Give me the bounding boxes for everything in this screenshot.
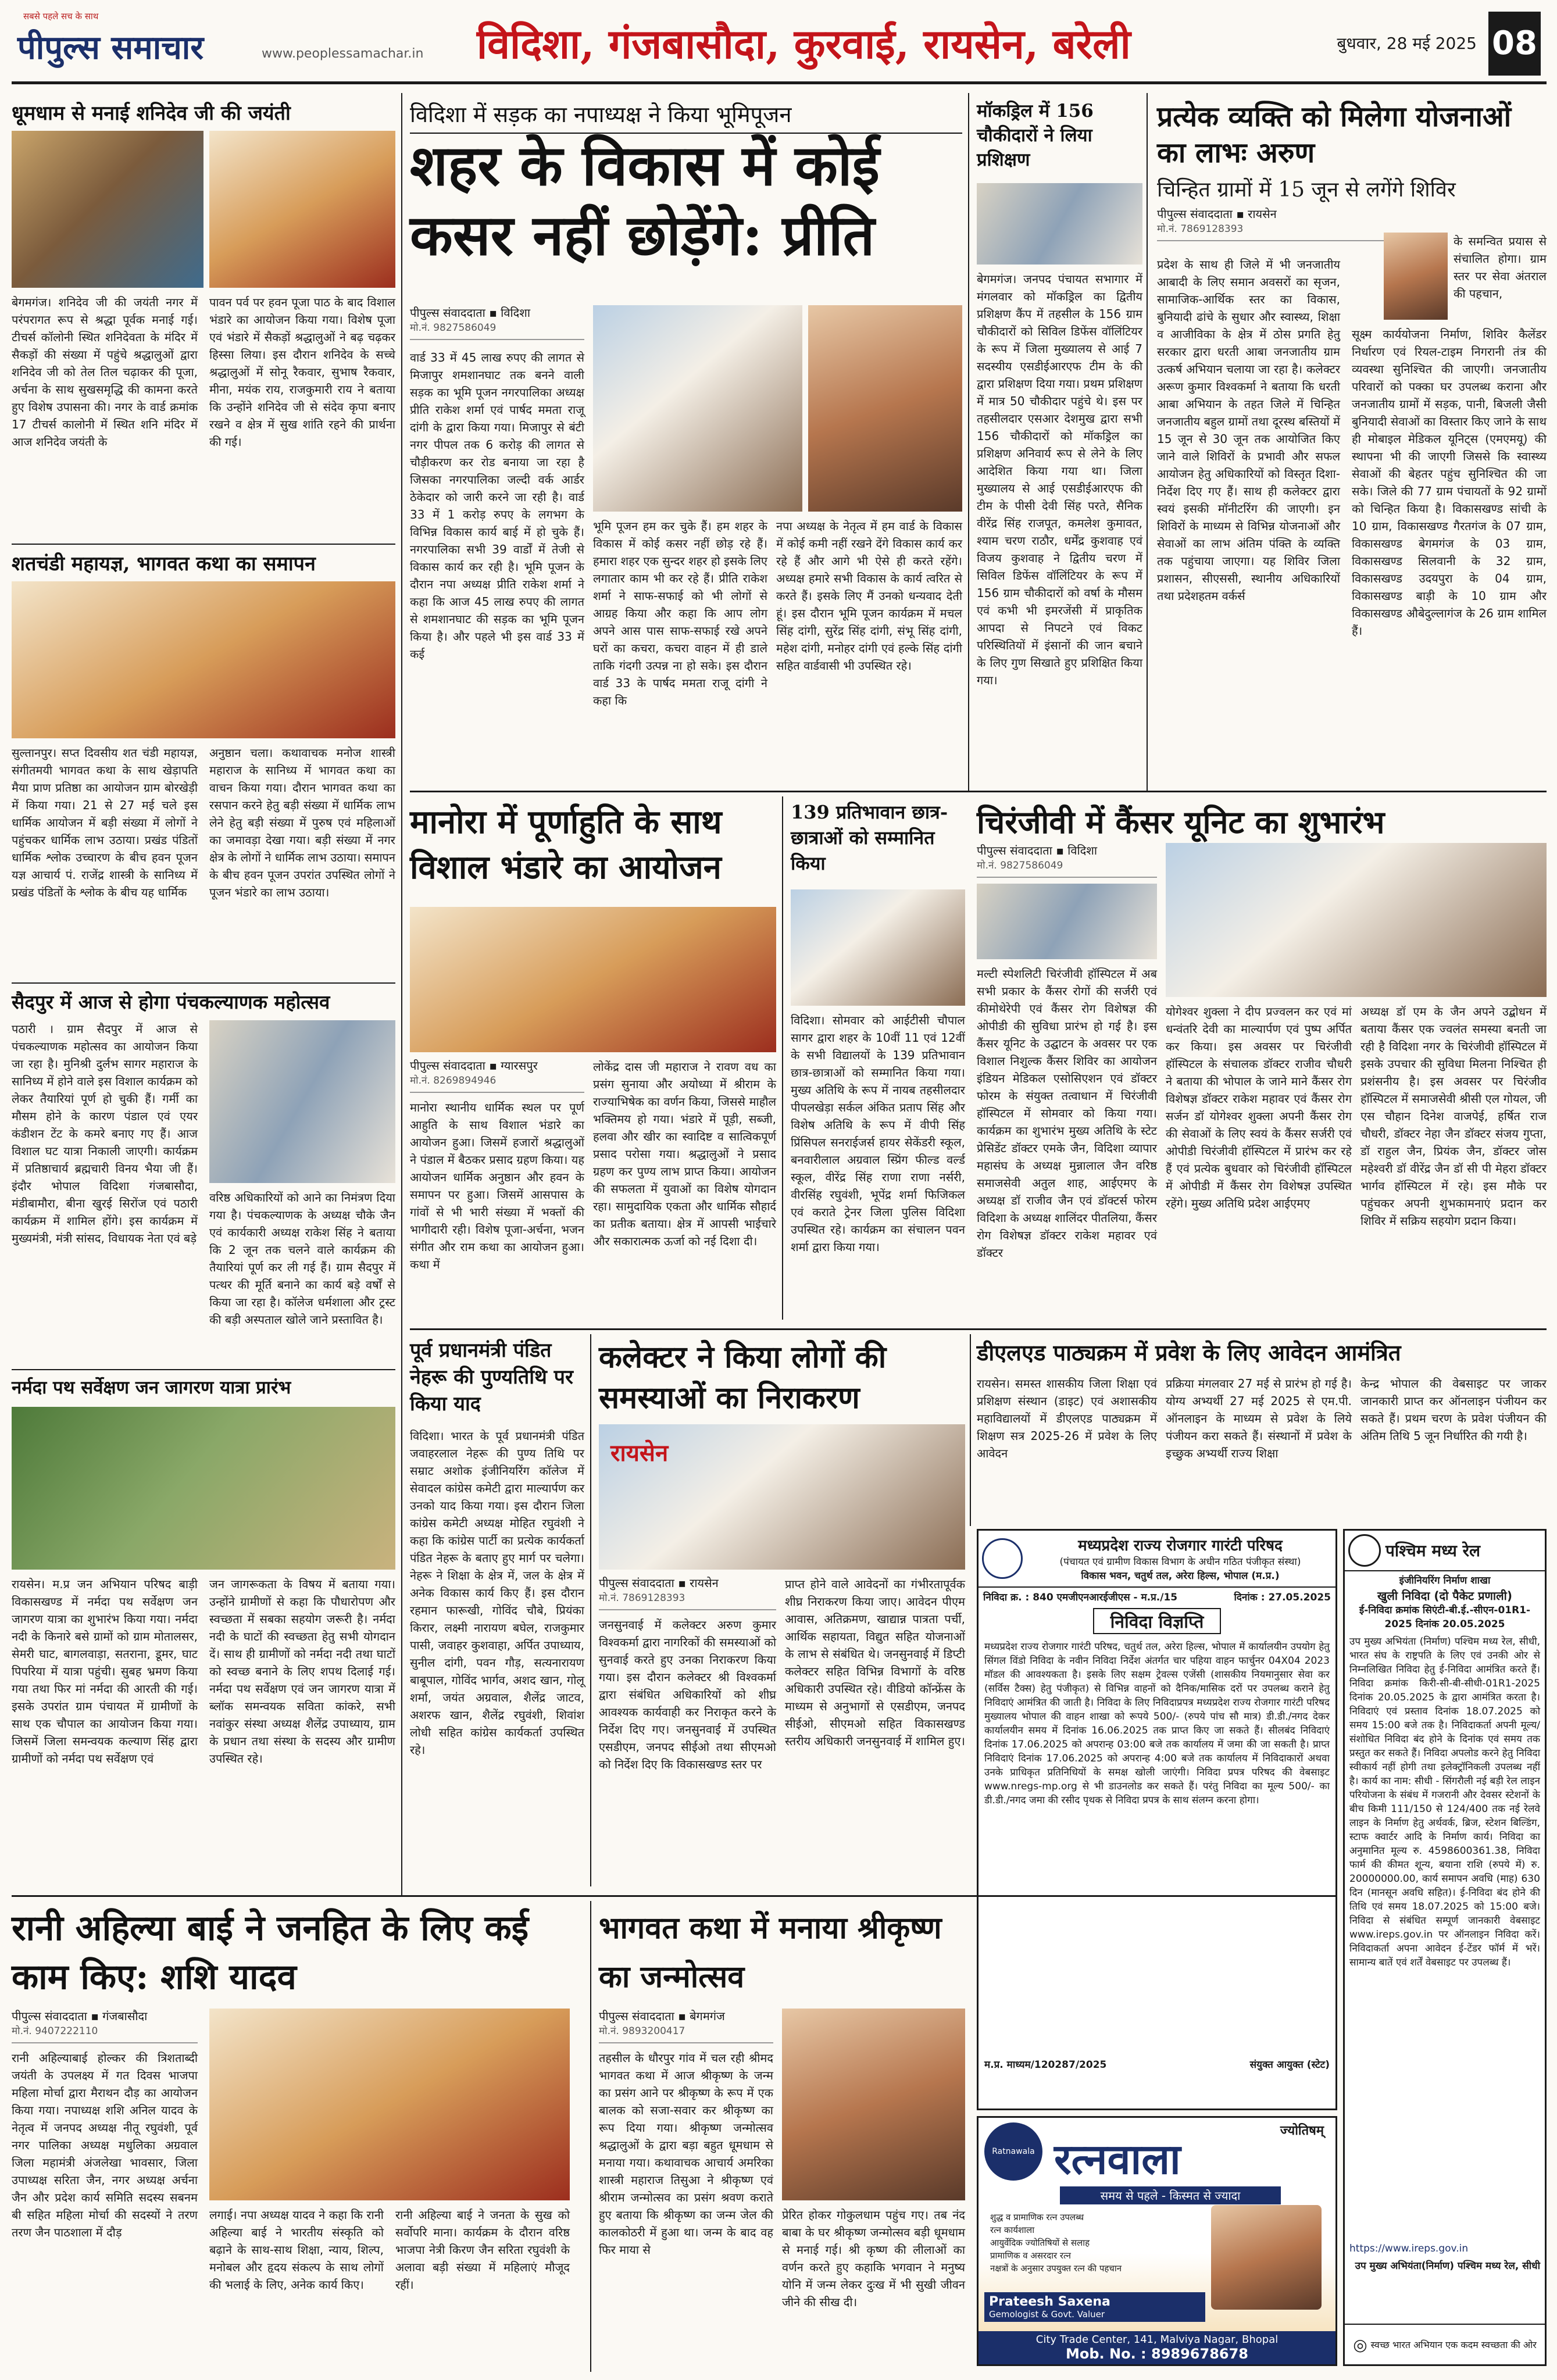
ratna-name-block: [984, 2292, 1205, 2322]
site-url[interactable]: www.peoplessamachar.in: [262, 47, 424, 61]
mockdrill-text: बेगमगंज। जनपद पंचायत सभागार में मंगलवार को मॉकड्रिल का द्वितीय प्रशिक्षण कैंप में तहसील के 156 ग्राम चौकीदारों को सिविल डिफेंस वॉलिंटियर के रूप में जिला मुख्यालय से आई 7 सदस्यीय एसडीईआरएफ टीम के की द्वारा प्रशिक्षण दिया गया। प्रथम प्रशिक्षण में मात्र 50 चौकीदार पहुंचे थे। इस पर तहसीलदार एसआर देशमुख द्वारा सभी 156 चौकीदारों को मॉकड्रिल का प्रशिक्षण अनिवार्य रूप से लेने के लिए आदेशित किया गया था। जिला मुख्यालय से आई एसडीईआरएफ की टीम के पीसी देवी सिंह परते, सैनिक वीरेंद्र सिंह राजपूत, कमलेश कुमावत, श्याम चरण राठौर, धर्मेंद्र कुशवाह एवं विजय कुशवाह ने द्वितीय चरण में सिविल डिफेंस वॉलिंटियर के रूप में 156 ग्राम चौकीदारों को वर्षा के मौसम एवं कभी भी इमरजेंसी में प्राकृतिक आपदा से निपटने एवं विकट परिस्थितियों में इंसानों की जान बचाने के लिए गुण सिखाते हुए प्रशिक्षित किया गया।: [977, 272, 1142, 687]
railway-org: पश्चिम मध्य रेल: [1385, 1541, 1481, 1560]
mockdrill-photo: [977, 183, 1142, 265]
chiranjeevi-byline: पीपुल्स संवाददाता ▪ विदिशा मो.नं. 9827586049: [977, 843, 1157, 878]
narmada-text-col2: जन जागरूकता के विषय में बताया गया। उन्होंने ग्रामीणों से कहा कि पौधारोपण और स्वच्छता में सबका सहयोग जरूरी है। नर्मदा नदी के घाटों की स्वच्छता हेतु सभी योगदान दें। साथ ही ग्रामीणों को नर्मदा नदी तथा घाटों को स्वच्छ बनाने के लिए शपथ दिलाई गई। नर्मदा पथ सर्वेक्षण एवं जन जागरण यात्रा में ब्लॉक समन्वयक सविता कांकरे, सभी नवांकुर संस्था अध्यक्ष शैलेंद्र उपाध्याय, ग्राम के प्रधान तथा संस्था के सदस्य और ग्रामीण उपस्थित रहे।: [209, 1577, 395, 1766]
ratna-role: Gemologist & Govt. Valuer: [989, 2309, 1105, 2320]
mgnrega-ref-date: दिनांक : 27.05.2025: [1234, 1592, 1331, 1603]
section-rule: [12, 1895, 1337, 1897]
mockdrill-headline[interactable]: मॉकड्रिल में 156 चौकीदारों ने लिया प्रशिक्षण: [977, 101, 1094, 170]
photo-signboard: रायसेन: [610, 1439, 669, 1467]
ratna-contact: [979, 2331, 1335, 2364]
ratna-badge: Ratnawala: [984, 2122, 1042, 2181]
narmada-text-col1: रायसेन। म.प्र जन अभियान परिषद बाड़ी विकासखण्ड में नर्मदा पथ सर्वेक्षण जन जागरण यात्रा का शुभारंभ किया गया। नर्मदा नदी के किनारे बसे ग्रामों को ग्राम मोतालसर, सेमरी घाट, बागलवाड़ा, सतराना, डूमर, घाट पिपरिया में यात्रा पहुंची। सुबह भ्रमण किया गया तथा फिर मां नर्मदा की आरती की गई। इसके उपरांत ग्राम पंचायत में ग्रामीणों के साथ एक चौपाल का आयोजन किया गया। जिसमें जिला समन्वयक कल्याण सिंह द्वारा ग्रामीणों को नर्मदा पथ सर्वेक्षण एवं: [12, 1577, 198, 1766]
shatchandi-photo: [12, 581, 395, 738]
manora-headline[interactable]: मानोरा में पूर्णाहुति के साथ विशाल भंडारे का आयोजन: [410, 803, 722, 887]
arun-text-col1: प्रदेश के साथ ही जिले में भी जनजातीय आबादी के लिए समान अवसरों का सृजन, सामाजिक-आर्थिक स्तर का विकास, बुनियादी ढांचे के सुधार और स्वास्थ्य, शिक्षा व आजीविका के क्षेत्र में ठोस प्रगति हेतु सरकार द्वारा धरती आबा जनजातीय ग्राम उत्कर्ष अभियान चलाया जा रहा है। कलेक्टर अरूण कुमार विश्वकर्मा ने बताया कि धरती आबा अभियान के तहत जिले में चिन्हित जनजातीय बहुल ग्रामों तथा दूरस्थ बस्तियों में 15 जून से 30 जून तक आयोजित किए जाने वाले शिविरों के प्रभावी और सफल आयोजन हेतु अधिकारियों को विस्तृत दिशा-निर्देश दिए गए हैं। साथ ही कलेक्टर द्वारा स्वयं इसकी मॉनीटरिंग की जाएगी। इन शिविरों के माध्यम से विभिन्न योजनाओं और सेवाओं का लाभ अंतिम पंक्ति के व्यक्ति तक पहुंचाया जाएगा। यह शिविर जिला प्रशासन, सीएससी, स्थानीय अधिकारियों तथा प्रदेशहतम वर्कर्स: [1157, 258, 1340, 603]
preeti-kicker: विदिशा में सड़क का नपाध्यक्ष ने किया भूमिपूजन: [410, 99, 962, 134]
chiranjeevi-headline[interactable]: चिरंजीवी में कैंसर यूनिट का शुभारंभ: [977, 803, 1385, 841]
chiranjeevi-photo: [1166, 843, 1547, 997]
shanidev-headline[interactable]: धूमधाम से मनाई शनिदेव जी की जयंती: [12, 102, 291, 125]
collector-portrait: [1384, 233, 1448, 320]
ratna-bullet: नक्षत्रों के अनुसार उपयुक्त रत्न की पहचान: [990, 2263, 1122, 2274]
arun-text-col2: सूक्ष्म कार्ययोजना निर्माण, शिविर कैलेंडर निर्धारण एवं रियल-टाइम निगरानी तंत्र की व्यवस्था सुनिश्चित की जाएगी। जनजातीय परिवारों को पक्का घर उपलब्ध कराना और जनजातीय ग्रामों में सड़क, पानी, बिजली जैसी बुनियादी सेवाओं का विस्तार किए जाने के साथ ही मोबाइल मेडिकल यूनिट्स (एमएमयू) की स्थापना भी की जाएगी जिससे कि स्वास्थ्य सेवाओं की बेहतर पहुंच सुनिश्चित की जा सके। जिले की 77 ग्राम पंचायतों के 92 ग्रामों को चिन्हित किया है। विकासखण्ड सांची के 10 ग्राम, विकासखण्ड गैरतगंज के 07 ग्राम, विकासखण्ड बेगमगंज के 03 ग्राम, विकासखण्ड सिलवानी के 32 ग्राम, विकासखण्ड उदयपुरा के 04 ग्राम, विकासखण्ड बाड़ी के 10 ग्राम और विकासखण्ड औबेदुल्लागंज के 26 ग्राम शामिल हैं।: [1352, 327, 1547, 638]
column-divider: [968, 93, 969, 791]
column-divider: [590, 1901, 591, 2372]
ahilya-byline: पीपुल्स संवाददाता ▪ गंजबासौदा मो.नं. 9407222110: [12, 2009, 198, 2043]
column-divider: [590, 1334, 591, 1886]
section-rule: [410, 1328, 1547, 1330]
saidpur-text-col1: पठारी । ग्राम सैदपुर में आज से पंचकल्याणक महोत्सव का आयोजन किया जा रहा है। मुनिश्री दुर्लभ सागर महाराज के सानिध्य में होने वाले इस विशाल कार्यक्रम को लेकर तैयारियां पूर्ण हो चुकी हैं। गर्मी का मौसम होने के कारण पंडाल एवं एयर कंडीशन टेंट के कमरे बनाए गए हैं। आज विशाल घट यात्रा निकाली जाएगी। कार्यक्रम में प्रतिष्ठाचार्य ब्रह्मचारी विनय भैया जी हैं। इंदौर भोपाल विदिशा गंजबासौदा, मंडीबामौरा, बीना खुरई सिरोंज एवं पठारी कार्यक्रम में शामिल होंगे। इस कार्यक्रम में मुख्यमंत्री, मंत्री सांसद, विधायक नेता एवं बड़े: [12, 1022, 198, 1245]
ratna-tagline: समय से पहले - किस्मत से ज्यादा: [1060, 2186, 1281, 2204]
ratna-top: ज्योतिषम्: [1280, 2124, 1324, 2138]
railway-text: उप मुख्य अभियंता (निर्माण) पश्चिम मध्य रेल, सीधी, भारत संघ के राष्ट्रपति के लिए एवं उनकी ओर से निम्नलिखित निविदा हेतु ई-निविदा आमंत्रित करते हैं। निविदा क्रमांक किरी-सी-बी-सीधी-01R1-2025 दिनांक 20.05.2025 के द्वारा आमंत्रित करता है। निविदाएं एवं प्रस्ताव दिनांक 18.07.2025 को समय 15:00 बजे तक है। निविदाकर्ता अपनी मूल्य/संशोधित निविदा बंद होने के दिनांक एवं समय तक प्रस्तुत कर सकते हैं। निविदा अपलोड करने हेतु निविदा स्वीकार्य नहीं होगी तथा इलेक्ट्रॉनिकली उपलब्ध नहीं है। कार्य का नाम: सीधी - सिंगरौली नई बड़ी रेल लाइन परियोजना के संबंध में गजरानी और देवसर स्टेशनों के बीच किमी 111/150 से 124/400 तक नई रेलवे लाइन के निर्माण हेतु अर्थवर्क, ब्रिज, स्टेशन बिल्डिंग, स्टाफ क्वार्टर आदि के निर्माण कार्य। निविदा का अनुमानित मूल्य रु. 4598600361.38, निविदा फार्म की कीमत शून्य, बयाना राशि (रुपये में) रु. 20000000.00, कार्य समापन अवधि (माह) 630 दिन (मानसून अवधि सहित)। ई-निविदा बंद होने की तिथि एवं समय 18.07.2025 को 15:00 बजे। निविदा से संबंधित सम्पूर्ण जानकारी वेबसाइट www.ireps.gov.in पर ऑनलाइन निविदा करें। निविदाकर्ता अपना आवेदन ई-टेंडर फॉर्म में भरें। सामान्य बातें एवं शर्तें वेबसाइट पर उपलब्ध हैं।: [1349, 1636, 1540, 1968]
section-rule: [12, 1369, 395, 1370]
logo-name: पीपुल्स समाचार: [17, 28, 204, 67]
section-rule: [12, 982, 395, 984]
chiranjeevi-photo-small: [977, 884, 1157, 959]
nehru-text: विदिशा। भारत के पूर्व प्रधानमंत्री पंडित जवाहरलाल नेहरू की पुण्य तिथि पर सम्राट अशोक इंजीनियरिंग कॉलेज में सेवादल कांग्रेस कमेटी द्वारा माल्यार्पण कर उनको याद किया गया। इस दौरान जिला कांग्रेस कमेटी अध्यक्ष मोहित रघुवंशी ने कहा कि कांग्रेस पार्टी का प्रत्येक कार्यकर्ता पंडित नेहरू के बताए हुए मार्ग पर चलेगा। नेहरू ने शिक्षा के क्षेत्र में, जल के क्षेत्र में अनेक विकास कार्य किए हैं। इस दौरान रहमान फारूखी, गोविंद चौबे, प्रियंका किरार, लक्ष्मी नारायण बघेल, राजकुमार पासी, जवाहर कुशवाहा, अर्पित उपाध्याय, सुनील दांगी, पवन गौड़, सत्यनारायण बाबूपाल, गोविंद भार्गव, अशद खान, गोलू शर्मा, जयंत अग्रवाल, शैलेंद्र जाटव, अशरफ खान, शैलेंद्र रघुवंशी, शिवांश लोधी सहित कांग्रेस कार्यकर्ता उपस्थित रहे।: [410, 1429, 584, 1757]
narmada-headline[interactable]: नर्मदा पथ सर्वेक्षण जन जागरण यात्रा प्रारंभ: [12, 1377, 291, 1398]
deled-text-col1: रायसेन। समस्त शासकीय जिला शिक्षा एवं प्रशिक्षण संस्थान (डाइट) एवं अशासकीय महाविद्यालयों में डीएलएड पाठ्यक्रम में शिक्षण सत्र 2025-26 में प्रवेश के लिए आवेदन: [977, 1377, 1157, 1460]
pratibha-headline[interactable]: 139 प्रतिभावान छात्र-छात्राओं को सम्मानित किया: [791, 801, 948, 874]
manora-text-col1: मानोरा स्थानीय धार्मिक स्थल पर पूर्ण आहुति के साथ विशाल भंडारे का आयोजन हुआ। जिसमें हजारों श्रद्धालुओं ने पंडाल में बैठकर प्रसाद ग्रहण किया। यह आयोजन धार्मिक अनुष्ठान और हवन के समापन पर हुआ। जिसमें आसपास के गांवों से भी भारी संख्या में भक्तों की भागीदारी रही। विशेष पूजा-अर्चना, भजन संगीत और राम कथा का आयोजन हुआ। कथा में: [410, 1100, 584, 1271]
shatchandi-headline[interactable]: शतचंडी महायज्ञ, भागवत कथा का समापन: [12, 552, 316, 576]
collector-photo: [599, 1424, 965, 1570]
edition-date: बुधवार, 28 मई 2025: [1337, 34, 1477, 53]
collector-text-col2: प्राप्त होने वाले आवेदनों का गंभीरतापूर्वक शीघ्र निराकरण किया जाए। आवेदन पीएम आवास, अतिक्रमण, खाद्यान्न पात्रता पर्ची, आर्थिक सहायता, विद्युत सहित योजनाओं के लाभ से संबंधित थे। जनसुनवाई में डिप्टी कलेक्टर सहित विभिन्न विभागों के वरिष्ठ अधिकारी उपस्थित रहे। वीडियो कॉन्फ्रेंस के माध्यम से अनुभागों से एसडीएम, जनपद सीईओ, सीएमओ सहित विकासखण्ड स्तरीय अधिकारी जनसुनवाई में शामिल हुए।: [785, 1577, 965, 1748]
ratna-name: Prateesh Saxena: [989, 2295, 1110, 2309]
deled-headline[interactable]: डीएलएड पाठ्यक्रम में प्रवेश के लिए आवेदन आमंत्रित: [977, 1339, 1401, 1366]
arun-text-top: के समन्वित प्रयास से संचालित होगा। ग्राम स्तर पर सेवा अंतराल की पहचान,: [1454, 234, 1547, 301]
ahilya-text-col1: रानी अहिल्याबाई होल्कर की त्रिशताब्दी जयंती के उपलक्ष्य में गत दिवस भाजपा महिला मोर्चा द्वारा मैराथन दौड़ का आयोजन किया गया। नपाध्यक्ष शशि अनिल यादव के नेतृत्व में जनपद अध्यक्ष नीतू रघुवंशी, पूर्व नगर पालिका अध्यक्ष मधुलिका अग्रवाल जिला महामंत्री अंजलेखा भावसार, जिला उपाध्यक्ष सरिता जैन, नगर अध्यक्ष अर्चना जैन और प्रदेश कार्य समिति सदस्य सबनम बी सहित महिला मोर्चा की सदस्यों ने तरण तरण जैन पाठशाला में दौड़: [12, 2051, 198, 2239]
arun-byline: पीपुल्स संवाददाता ▪ रायसेन मो.नं. 7869128393: [1157, 206, 1390, 241]
pratibha-photo: [791, 889, 965, 1006]
logo-tagline: सबसे पहले सच के साथ: [23, 11, 99, 22]
narmada-photo: [12, 1407, 395, 1570]
ratna-bullet: शुद्ध व प्रामाणिक रत्न उपलब्ध: [990, 2212, 1084, 2222]
railway-logo-icon: [1348, 1534, 1381, 1567]
chiranjeevi-text-col3: अध्यक्ष डॉ एम के जैन अपने उद्बोधन में बताया कैंसर एक ज्वलंत समस्या बनती जा रही है विदिशा नगर के चिरंजीवी हॉस्पिटल में इसके उपचार की सुविधा मिलना निश्चित ही प्रशंसनीय है। इस अवसर पर चिरंजीव हॉस्पिटल में समाजसेवी श्रीसी एल गोयल, जी एस चौहान दिनेश वाजपेई, हर्षित राज चौधरी, डॉक्टर नेहा जैन डॉक्टर संजय गुप्ता, डॉ राहुल जैन, प्रियंक जैन, डॉक्टर जोस महेश्वरी डॉ वीरेंद्र जैन डॉ सी पी मेहरा डॉक्टर भार्गव हॉस्पिटल में रहे। इस मौके पर पहुंचकर अपनी शुभकामनाएं प्रदान कर शिविर में सक्रिय सहयोग प्रदान किया।: [1360, 1005, 1547, 1228]
pratibha-text: विदिशा। सोमवार को आईटीसी चौपाल सागर द्वारा शहर के 10वीं 11 एवं 12वीं के सभी विद्यालयों के 139 प्रतिभावान छात्र-छात्राओं को सम्मानित किया गया। मुख्य अतिथि के रूप में नायब तहसीलदार पीपलखेड़ा सर्कल अंकित प्रताप सिंह और विशेष अतिथि के रूप में वीपी सिंह प्रिंसिपल सनराईजर्स हायर सेकेंडरी स्कूल, बनवारीलाल अग्रवाल स्प्रिंग फील्ड वर्ल्ड स्कूल, वीरेंद्र सिंह राणा राणा नर्सरी, वीरसिंह रघुवंशी, भूपेंद्र शर्मा फिजिकल एवं कराते ट्रेनर जिला पुलिस विदिशा उपस्थित रहे। कार्यक्रम का संचालन पवन शर्मा द्वारा किया गया।: [791, 1013, 965, 1254]
manora-text-col2: लोकेंद्र दास जी महाराज ने रावण वध का प्रसंग सुनाया और अयोध्या में श्रीराम के राज्याभिषेक का वर्णन किया, जिससे माहौल भक्तिमय हो गया। भंडारे में पूड़ी, सब्जी, हलवा और खीर का स्वादिष्ट व सात्विकपूर्ण प्रसाद परोसा गया। श्रद्धालुओं ने प्रसाद ग्रहण कर पुण्य लाभ प्राप्त किया। आयोजन की सफलता में युवाओं का विशेष योगदान रहा। सामुदायिक एकता और धार्मिक सौहार्द का प्रतीक बताया। क्षेत्र में आपसी भाईचारे और सकारात्मक ऊर्जा को नई दिशा दी।: [593, 1060, 776, 1248]
state-emblem-icon: [982, 1538, 1023, 1579]
preeti-byline: पीपुल्स संवाददाता ▪ विदिशा मो.नं. 9827586049: [410, 305, 584, 340]
shanidev-photo-2: [209, 131, 395, 288]
masthead-logo: [12, 6, 424, 67]
preeti-text-col1: वार्ड 33 में 45 लाख रुपए की लागत से मिजापुर शमशानघाट तक बनने वाली सड़क का भूमि पूजन नगरपालिका अध्यक्ष प्रीति राकेश शर्मा एवं पार्षद ममता राजू दांगी के द्वारा किया गया। मिजापुर से बंटी नगर पीपल तक 6 करोड़ की लागत से चौड़ीकरण कर रोड बनाया जा रहा है जिसका नगरपालिका जल्दी वर्क आर्डर ठेकेदार को जारी करने जा रही है। वार्ड 33 में 1 करोड़ रुपए के लगभग के विभिन्न विकास कार्य बाई में हो चुके हैं। नगरपालिका सभी 39 वार्डों में तेजी से विकास कार्य कर रही है। भूमि पूजन के दौरान नपा अध्यक्ष प्रीति राकेश शर्मा ने कहा कि आज 45 लाख रुपए की लागत से शमशानघाट की सड़क का भूमि पूजन किया है। और पहले भी इस वार्ड 33 में कई: [410, 351, 584, 661]
bhagwat-photo: [782, 2009, 965, 2200]
arun-headline[interactable]: प्रत्येक व्यक्ति को मिलेगा योजनाओं का लाभः अरुण: [1157, 101, 1512, 169]
railway-title: खुली निविदा (दो पैकेट प्रणाली): [1377, 1589, 1512, 1603]
page-number: 08: [1488, 12, 1541, 76]
deled-text-col3: केन्द्र भोपाल की वेबसाइट पर जाकर जानकारी प्राप्त कर ऑनलाइन पंजीयन कर सकते हैं। प्रथम चरण के प्रवेश पंजीयन की अंतिम तिथि 5 जून निर्धारित की गयी है।: [1360, 1377, 1547, 1443]
railway-website[interactable]: https://www.ireps.gov.in: [1349, 2243, 1469, 2254]
ratna-bullet: प्रामाणिक व असरदार रत्न: [990, 2250, 1071, 2261]
railway-footer: उप मुख्य अभियंता(निर्माण) पश्चिम मध्य रेल, सीधी: [1355, 2260, 1540, 2272]
shanidev-photo: [12, 131, 203, 288]
shanidev-text-col2: पावन पर्व पर हवन पूजा पाठ के बाद विशाल भंडारे का आयोजन किया गया। विशेष पूजा एवं भंडारे में सैकड़ों श्रद्धालुओं ने बढ़ चढ़कर हिस्सा लिया। इस दौरान शनिदेव के सच्चे श्रद्धालुओं में सोनू रैकवार, सुभाष रैकवार, मीना, मयंक राय, राजकुमारी राय ने बताया कि उन्होंने शनिदेव जी से संदेव कृपा बनाए रखने व क्षेत्र में सुख शांति रहने की प्रार्थना की गई।: [209, 295, 395, 449]
chiranjeevi-text-col2: योगेश्वर शुक्ला ने दीप प्रज्वलन कर एवं मां धन्वंतरि देवी का माल्यार्पण एवं पुष्प अर्पित कर किया। इस अवसर पर चिरंजीवी हॉस्पिटल के संचालक डॉक्टर राजीव चौधरी ने बताया की भोपाल के जाने माने कैंसर रोग विशेषज्ञ डॉक्टर राकेश महावर एवं कैंसर रोग सर्जन डॉ योगेश्वर शुक्ला अपनी कैंसर रोग की सेवाओं के लिए स्वयं के कैंसर सर्जरी एवं ओपीडी चिरंजीवी हॉस्पिटल में प्रारंभ कर रहे हैं एवं प्रत्येक बुधवार को चिरंजीवी हॉस्पिटल में ओपीडी में कैंसर रोग विशेषज्ञ उपस्थित रहेंगे। मुख्य अतिथि प्रदेश आईएमए: [1166, 1005, 1352, 1210]
ratnawala-ad: [977, 2116, 1337, 2366]
mgnrega-sub: (पंचायत एवं ग्रामीण विकास विभाग के अधीन गठित पंजीकृत संस्था): [1059, 1556, 1301, 1568]
mgnrega-notice-title: निविदा विज्ञप्ति: [1093, 1608, 1221, 1634]
arun-subheadline: चिन्हित ग्रामों में 15 जून से लगेंगे शिविर: [1157, 178, 1456, 202]
column-divider: [782, 796, 783, 1320]
ahilya-headline[interactable]: रानी अहिल्या बाई ने जनहित के लिए कई काम किए: शशि यादव: [12, 1908, 529, 1997]
mgnrega-org: मध्यप्रदेश राज्य रोजगार गारंटी परिषद: [1078, 1537, 1283, 1554]
chiranjeevi-text-col1: मल्टी स्पेशलिटी चिरंजीवी हॉस्पिटल में अब सभी प्रकार के कैंसर रोगों की सर्जरी एवं कीमोथेरेपी एवं कैंसर रोग विशेषज्ञ की ओपीडी की सुविधा प्रारंभ हो गई है। इस कैंसर यूनिट के उद्घाटन के अवसर पर एक विशाल निशुल्क कैंसर शिविर का आयोजन इंडियन मेडिकल एसोसिएशन एवं डॉक्टर फोरम के संयुक्त तत्वाधान में चिरंजीवी हॉस्पिटल में सोमवार को किया गया। कार्यक्रम का शुभारंभ मुख्य अतिथि के स्टेट प्रेसिडेंट डॉक्टर एमके जैन, विदिशा व्यापार महासंघ के अध्यक्ष मुन्नालाल जैन वरिष्ठ समाजसेवी अतुल शाह, आईएमए के अध्यक्ष डॉ राजीव जैन एवं डॉक्टर्स फोरम विदिशा के अध्यक्ष शालिंदर पीतलिया, कैंसर रोग विशेषज्ञ डॉक्टर राकेश महावर एवं डॉक्टर: [977, 967, 1157, 1260]
ratna-portrait: [1211, 2205, 1322, 2310]
section-rule: [12, 544, 395, 545]
shatchandi-text-col2: अनुष्ठान चला। कथावाचक मनोज शास्त्री महाराज के सानिध्य में भागवत कथा का वाचन किया गया। दौरान भागवत कथा का रसपान करने हेतु बड़ी संख्या में धार्मिक लाभ लेने हेतु बड़ी संख्या में पुरुष एवं महिलाओं का जमावड़ा देखा गया। बड़ी संख्या में नगर क्षेत्र के लोगों ने धार्मिक लाभ उठाया। समापन के बीच हवन पूजन उपरांत उपस्थित लोगों ने पूजन भंडारे का लाभ उठाया।: [209, 746, 395, 899]
mgnrega-footer-left: म.प्र. माध्यम/120287/2025: [984, 2059, 1107, 2071]
column-divider: [401, 93, 402, 1895]
collector-byline: पीपुल्स संवाददाता ▪ रायसेन मो.नं. 7869128393: [599, 1575, 776, 1610]
ahilya-text-col2: लगाई। नपा अध्यक्ष यादव ने कहा कि रानी अहिल्या बाई ने भारतीय संस्कृति को बढ़ाने के साथ-साथ शिक्षा, न्याय, शिल्प, मनोबल और हृदय संकल्प के साथ लोगों की भलाई के लिए, अनेक कार्य किए।: [209, 2208, 384, 2292]
mgnrega-address: विकास भवन, चतुर्थ तल, अरेरा हिल्स, भोपाल (म.प्र.): [1081, 1570, 1280, 1582]
manora-byline: पीपुल्स संवाददाता ▪ ग्यारसपुर मो.नं. 8269894946: [410, 1058, 584, 1093]
swachh-bharat-strip: ◎ स्वच्छ भारत अभियान एक कदम स्वच्छता की ओर: [1345, 2324, 1545, 2364]
mgnrega-footer-right: संयुक्त आयुक्त (स्टेट): [1249, 2059, 1330, 2071]
ratna-mobile[interactable]: Mob. No. : 8989678678: [1065, 2346, 1248, 2362]
ratna-address: City Trade Center, 141, Malviya Nagar, Bhopal: [1035, 2333, 1279, 2346]
saidpur-photo: [209, 1020, 395, 1183]
mgnrega-tender-notice: [977, 1529, 1337, 2110]
header-rule: [12, 81, 1547, 84]
bhagwat-text-col2: प्रेरित होकर गोकुलधाम पहुंच गए। तब नंद बाबा के घर श्रीकृष्ण जन्मोत्सव बड़ी धूमधाम से मनाई गई। श्री कृष्ण की लीलाओं का वर्णन करते हुए कहाकि भगवान ने मनुष्य योनि में जन्म लेकर दुःख में भी सुखी जीवन जीने की सीख दी।: [782, 2208, 965, 2309]
preeti-headline[interactable]: शहर के विकास में कोई कसर नहीं छोड़ेंगे: प्रीति: [410, 133, 880, 268]
edition-cities: विदिशा, गंजबासौदा, कुरवाई, रायसेन, बरेली: [477, 20, 1131, 68]
ratna-bullet: आयुर्वेदिक ज्योतिषियों से सलाह: [990, 2238, 1090, 2248]
section-rule: [410, 791, 1547, 792]
nehru-headline[interactable]: पूर्व प्रधानमंत्री पंडित नेहरू की पुण्यतिथि पर किया याद: [410, 1339, 573, 1416]
mgnrega-notice-text: मध्यप्रदेश राज्य रोजगार गारंटी परिषद, चतुर्थ तल, अरेरा हिल्स, भोपाल में कार्यालयीन उपयोग हेतु सिंगल विंडो निविदा के नवीन निविदा निर्देश अंतर्गत चार पहिया वाहन फार्चुनर 04X04 2023 मॉडल की आवश्यकता है। इसके लिए सक्षम ट्रेवल्स एजेंसी (शासकीय नियमानुसार सेवा कर (सर्विस टैक्स) हेतु पंजीकृत) से विभिन्न वाहनों को दैनिक/मासिक दरों पर उपलब्ध कराने हेतु निविदाएं आमंत्रित की जाती है। निविदा के लिए निविदाप्रपत्र मध्यप्रदेश राज्य रोजगार गारंटी परिषद मुख्यालय भोपाल की वाहन शाखा को रूपये 500/- (रुपये पांच सौ मात्र) डी.डी./नगद देकर कार्यालयीन समय में दिनांक 16.06.2025 तक प्राप्त किए जा सकते हैं। सीलबंद निविदाएं दिनांक 17.06.2025 को अपरान्ह 03:00 बजे तक कार्यालय में जमा की जा सकती है। प्राप्त निविदाएं दिनांक 17.06.2025 को अपरान्ह 4:00 बजे तक कार्यालय में निविदाकारों अथवा उनके प्राधिकृत प्रतिनिधियों के समक्ष खोली जाएंगी। निविदा प्रपत्र परिषद की वेबसाइट www.nregs-mp.org से भी डाउनलोड कर सकते हैं। परंतु निविदा का मूल्य 500/- का डी.डी./नगद जमा की रसीद पृथक से निविदा प्रपत्र के साथ संलग्न करना होगा।: [984, 1641, 1330, 1806]
shatchandi-text-col1: सुल्तानपुर। सप्त दिवसीय शत चंडी महायज्ञ, संगीतमयी भागवत कथा के साथ खेड़ापति मैया प्राण प्रतिष्ठा का आयोजन ग्राम बोरखेड़ी में किया गया। 21 से 27 मई चले इस धार्मिक आयोजन में बड़ी संख्या में लोगों ने पहुंचकर धार्मिक लाभ उठाया। प्रखंड पंडितों धार्मिक श्लोक उच्चारण के बीच हवन पूजन यज्ञ आचार्य पं. राजेंद्र शास्त्री के सानिध्य में प्रखंड पंडितों के श्लोक के बीच यह धार्मिक: [12, 746, 198, 899]
column-divider: [1147, 93, 1148, 791]
shanidev-text-col1: बेगमगंज। शनिदेव जी की जयंती नगर में परंपरागत रूप से श्रद्धा पूर्वक मनाई गई। टीचर्स कॉलोनी स्थित शनिदेवता के मंदिर में सैकड़ों की संख्या में पहुंचे श्रद्धालुओं द्वारा शनिदेव जी को तेल तिल चढ़ाकर की पूजा, अर्चना के साथ सुखसमृद्धि की कामना करते हुए विशेष उपासना की। नगर के वार्ड क्रमांक 17 टीचर्स कालोनी में स्थित शनि मंदिर में आज शनिदेव जयंती के: [12, 295, 198, 449]
column-divider: [970, 1334, 971, 1526]
collector-text-col1: जनसुनवाई में कलेक्टर अरुण कुमार विश्वकर्मा द्वारा नागरिकों की समस्याओं को सुनवाई करते हुए उनका निराकरण किया गया। इस दौरान कलेक्टर श्री विश्वकर्मा द्वारा संबंधित अधिकारियों को शीघ्र आवश्यक कार्यवाही कर निराकृत करने के निर्देश दिए गए। जनसुनवाई में उपस्थित एसडीएम, जनपद सीईओ तथा सीएमओ को निर्देश दिए कि विकासखण्ड स्तर पर: [599, 1618, 776, 1771]
mgnrega-ref: निविदा क्र. : 840 एमजीएनआरईजीएस - म.प्र./15: [983, 1592, 1178, 1603]
saidpur-headline[interactable]: सैदपुर में आज से होगा पंचकल्याणक महोत्सव: [12, 991, 330, 1013]
ratna-bullet: रत्न कार्यशाला: [990, 2225, 1035, 2235]
deled-text-col2: प्रक्रिया मंगलवार 27 मई से प्रारंभ हो गई है। योग्य अभ्यर्थी 27 मई 2025 से एम.पी. ऑनलाइन के माध्यम से प्रवेश के लिये पंजीयन करा सकते हैं। संस्थानों में प्रवेश के इच्छुक अभ्यर्थी राज्य शिक्षा: [1166, 1377, 1352, 1460]
preeti-photo-2: [808, 305, 962, 512]
bhagwat-byline: पीपुल्स संवाददाता ▪ बेगमगंज मो.नं. 9893200417: [599, 2009, 773, 2043]
preeti-text-col3: नपा अध्यक्ष के नेतृत्व में हम वार्ड के विकास में कोई कमी नहीं रखने देंगे विकास कार्य कर रहे हैं और आगे भी ऐसे ही करते रहेंगे। अध्यक्ष हमारे सभी विकास के कार्य त्वरित से करते हैं। इसके लिए मैं उनको धन्यवाद देती हूं। इस दौरान भूमि पूजन कार्यक्रम में मचल सिंह दांगी, सुरेंद्र सिंह दांगी, संभू सिंह दांगी, महेश दांगी, मनोहर दांगी एवं हल्के सिंह दांगी सहित वार्डवासी भी उपस्थित रहे।: [776, 519, 962, 673]
manora-photo: [410, 907, 776, 1052]
saidpur-text-col2: वरिष्ठ अधिकारियों को आने का निमंत्रण दिया गया है। पंचकल्याणक के अध्यक्ष चौके जैन एवं कार्यकारी अध्यक्ष राकेश सिंह ने बताया कि 2 जून तक चलने वाले कार्यक्रम की तैयारियां पूर्ण कर ली गई हैं। ग्राम सैदपुर में पत्थर की मूर्ति बनाने का कार्य बड़े वर्षों से किया जा रहा है। कॉलेज धर्मशाला और ट्रस्ट की बड़ी अस्पताल खोले जाने प्रस्तावित है।: [209, 1191, 395, 1327]
railway-dept: इंजीनियरिंग निर्माण शाखा: [1399, 1575, 1491, 1586]
collector-headline[interactable]: कलेक्टर ने किया लोगों की समस्याओं का निराकरण: [599, 1339, 887, 1416]
railway-ref: ई-निविदा क्रमांक सिएंटी-बी.ई.-सीएन-01R1-2025 दिनांक 20.05.2025: [1359, 1604, 1531, 1630]
swachh-icon: ◎: [1353, 2335, 1367, 2354]
ratna-bullets: [990, 2211, 1165, 2275]
railway-tender-notice: [1343, 1529, 1547, 2366]
ratna-brand: रत्नवाला: [1054, 2134, 1181, 2184]
preeti-text-col2: भूमि पूजन हम कर चुके हैं। हम शहर के विकास में कोई कसर नहीं छोड़ रहे हैं। हमारा शहर एक सुन्दर शहर हो इसके लिए लगातार काम भी कर रहे हैं। प्रीति राकेश शर्मा ने साफ-सफाई को भी लोगों से आग्रह किया और कहा कि आप लोग अपने आस पास साफ-सफाई रखे अपने घरों का कचरा, कचरा वाहन में ही डाले ताकि गंदगी उत्पन्न ना हो सके। इस दौरान वार्ड 33 के पार्षद ममता राजू दांगी ने कहा कि: [593, 519, 767, 707]
ahilya-text-col3: रानी अहिल्या बाई ने जनता के सुख को सर्वोपरि माना। कार्यक्रम के दौरान वरिष्ठ भाजपा नेत्री किरण जैन सरिता रघुवंशी के अलावा बड़ी संख्या में महिलाएं मौजूद रहीं।: [395, 2208, 570, 2292]
ahilya-photo: [209, 2009, 570, 2200]
bhagwat-headline[interactable]: भागवत कथा में मनाया श्रीकृष्ण का जन्मोत्सव: [599, 1910, 942, 1995]
bhagwat-text-col1: तहसील के धौरपुर गांव में चल रही श्रीमद भागवत कथा में आज श्रीकृष्ण के जन्म का प्रसंग आने पर श्रीकृष्ण के रूप में एक बालक को सजा-सवार कर श्रीकृष्ण का रूप दिया गया। श्रीकृष्ण जन्मोत्सव श्रद्धालुओं के द्वारा बड़ा बहुत धूमधाम से मनाया गया। कथावाचक आचार्य अमरिका शास्त्री महाराज तिसुआ ने श्रीकृष्ण एवं श्रीराम जन्मोत्सव का प्रसंग श्रवण कराते हुए बताया कि श्रीकृष्ण का जन्म जेल की कालकोठरी में हुआ था। जन्म के बाद वह फिर माया से: [599, 2051, 773, 2257]
preeti-photo-1: [593, 305, 802, 512]
